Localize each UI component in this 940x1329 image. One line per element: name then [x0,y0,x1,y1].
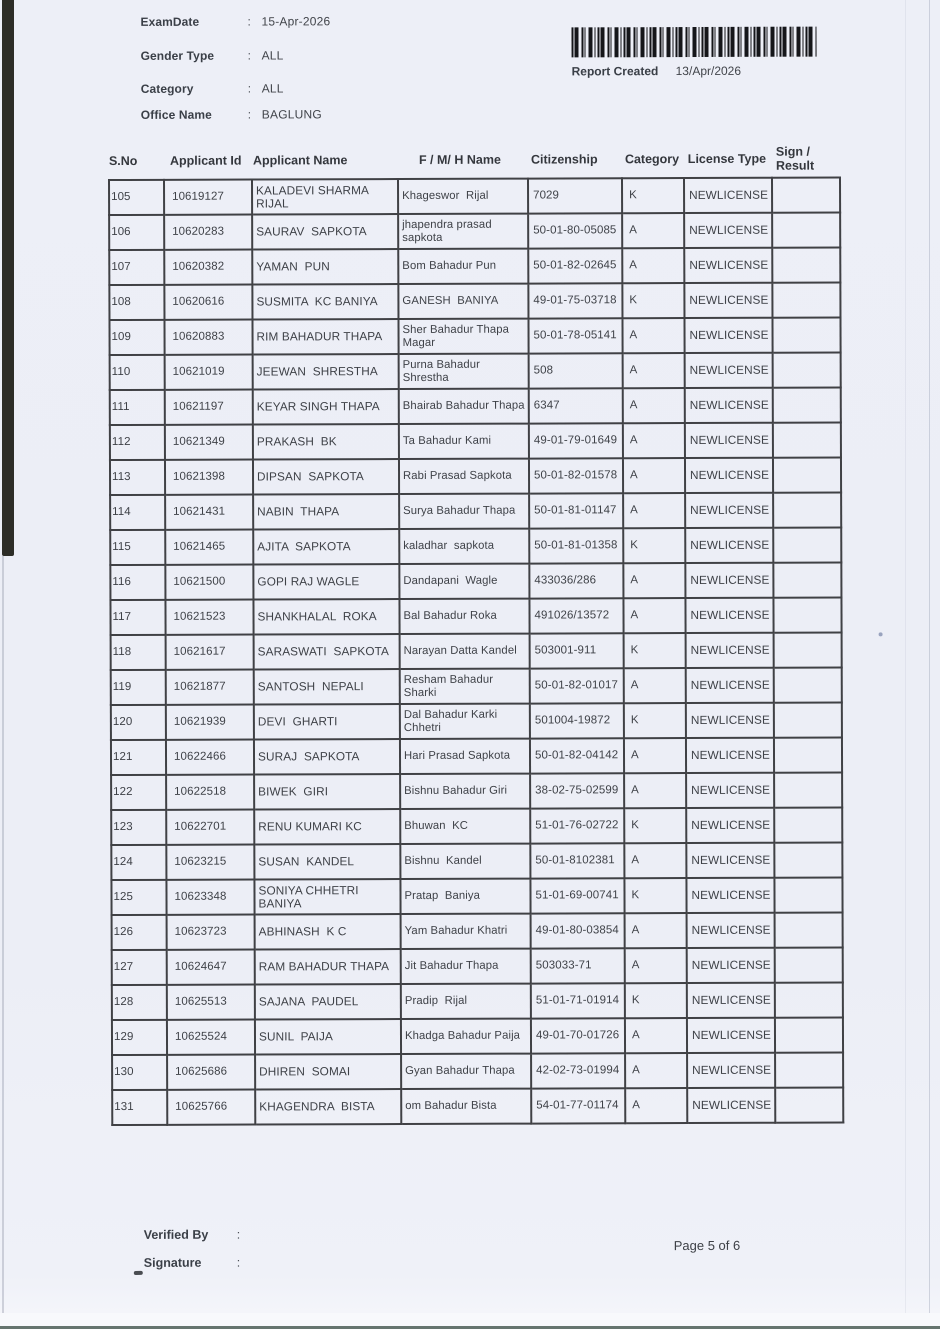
cell-license-type: NEWLICENSE [684,283,772,318]
applicants-table-body [109,177,843,1125]
meta-field-label: Category [140,81,194,96]
cell-applicant-name: SARASWATI SAPKOTA [254,634,400,670]
cell-applicant-name: AJITA SAPKOTA [253,529,399,565]
cell-fmh-name: Bishnu Kandel [400,844,530,879]
cell-sno: 119 [111,670,166,705]
meta-field-separator: : [247,81,252,96]
cell-category: K [624,703,686,738]
cell-applicant-id: 10620382 [164,250,252,285]
cell-sign-result [773,527,841,562]
cell-applicant-name: SUSMITA KC BANIYA [252,284,398,320]
cell-sno: 130 [112,1055,167,1090]
cell-applicant-name: YAMAN PUN [252,249,398,285]
scan-artifact-dot [879,632,883,636]
cell-license-type: NEWLICENSE [685,388,773,423]
cell-citizenship: 508 [529,353,623,388]
cell-category: A [624,738,686,773]
report-meta-fields [140,14,330,127]
scan-edge-right [929,0,930,1329]
column-header: S.No [108,153,138,169]
meta-field-value: BAGLUNG [261,107,322,122]
cell-category: A [625,948,687,983]
cell-sign-result [775,982,843,1017]
cell-license-type: NEWLICENSE [684,318,772,353]
cell-citizenship: 54-01-77-01174 [531,1088,625,1123]
table-row [111,772,842,810]
cell-fmh-name: jhapendra prasad sapkota [398,214,528,249]
cell-fmh-name: Gyan Bahadur Thapa [401,1054,531,1089]
cell-applicant-name: NABIN THAPA [253,494,399,530]
cell-sign-result [775,1017,843,1052]
meta-field-label: Gender Type [140,48,215,63]
cell-citizenship: 42-02-73-01994 [531,1053,625,1088]
table-row [112,1087,843,1125]
table-row [110,527,841,565]
cell-category: A [623,388,685,423]
meta-field-row [141,48,331,68]
meta-field-value: ALL [261,48,284,63]
cell-category: K [622,283,684,318]
table-row [109,177,840,215]
cell-fmh-name: Khadga Bahadur Paija [401,1019,531,1054]
cell-sno: 105 [109,180,164,215]
table-row [109,317,840,355]
cell-fmh-name: Narayan Datta Kandel [400,634,530,669]
cell-sno: 111 [110,390,165,425]
verified-by-label: Verified By [143,1227,209,1242]
cell-applicant-id: 10619127 [164,180,252,215]
cell-applicant-name: KHAGENDRA BISTA [255,1089,401,1125]
cell-applicant-id: 10621939 [166,705,254,740]
cell-sign-result [775,912,843,947]
cell-category: A [623,493,685,528]
cell-license-type: NEWLICENSE [685,598,773,633]
cell-applicant-name: SHANKHALAL ROKA [253,599,399,635]
table-row [111,737,842,775]
report-created-value: 13/Apr/2026 [675,63,742,79]
table-row [109,247,840,285]
cell-category: K [623,528,685,563]
cell-applicant-id: 10621398 [165,460,253,495]
cell-sign-result [774,807,842,842]
meta-field-row [140,14,330,34]
cell-license-type: NEWLICENSE [684,213,772,248]
cell-citizenship: 501004-19872 [530,703,624,738]
cell-applicant-name: KALADEVI SHARMA RIJAL [252,179,398,215]
cell-category: A [625,913,687,948]
cell-license-type: NEWLICENSE [686,808,774,843]
table-row [112,982,843,1020]
cell-license-type: NEWLICENSE [686,843,774,878]
cell-fmh-name: Bom Bahadur Pun [398,249,528,284]
cell-license-type: NEWLICENSE [685,353,773,388]
table-row [111,842,842,880]
meta-field-value: 15-Apr-2026 [261,14,331,29]
table-row [112,947,843,985]
cell-sign-result [774,737,842,772]
cell-fmh-name: Bhuwan KC [400,809,530,844]
cell-sno: 107 [109,250,164,285]
table-row [111,632,842,670]
scan-edge-left [2,0,14,556]
barcode-icon [571,27,816,58]
cell-fmh-name: Pradip Rijal [401,984,531,1019]
table-row [110,492,841,530]
meta-field-separator: : [247,107,252,122]
cell-applicant-id: 10621197 [165,390,253,425]
cell-license-type: NEWLICENSE [687,1053,775,1088]
cell-category: A [625,1088,687,1123]
cell-license-type: NEWLICENSE [685,458,773,493]
cell-applicant-id: 10620616 [164,285,252,320]
cell-sno: 127 [112,950,167,985]
cell-sno: 128 [112,985,167,1020]
cell-fmh-name: kaladhar sapkota [399,529,529,564]
cell-applicant-id: 10625524 [167,1020,255,1055]
signature-row [144,1256,241,1270]
cell-category: A [623,563,685,598]
table-row [109,212,840,250]
cell-fmh-name: Sher Bahadur Thapa Magar [398,319,528,354]
cell-category: K [624,878,686,913]
cell-category: K [624,633,686,668]
cell-applicant-name: DEVI GHARTI [254,704,400,740]
cell-sno: 113 [110,460,165,495]
table-row [112,1052,843,1090]
cell-license-type: NEWLICENSE [684,178,772,213]
cell-citizenship: 503033-71 [531,948,625,983]
cell-sno: 122 [111,775,166,810]
meta-field-value: ALL [261,81,284,96]
cell-citizenship: 50-01-78-05141 [528,318,622,353]
cell-applicant-name: SUNIL PAIJA [255,1019,401,1055]
cell-applicant-id: 10621500 [165,565,253,600]
meta-field-row [141,81,331,101]
table-row [111,667,842,705]
page-number: Page 5 of 6 [673,1237,741,1254]
cell-applicant-id: 10623215 [166,845,254,880]
table-row [111,807,842,845]
cell-sign-result [773,422,841,457]
cell-license-type: NEWLICENSE [685,423,773,458]
cell-citizenship: 50-01-81-01358 [529,528,623,563]
cell-category: K [625,983,687,1018]
cell-sign-result [773,387,841,422]
cell-citizenship: 49-01-75-03718 [528,283,622,318]
cell-fmh-name: Khageswor Rijal [398,179,528,214]
cell-category: A [623,353,685,388]
cell-applicant-name: KEYAR SINGH THAPA [253,389,399,425]
applicants-table [108,176,844,1126]
cell-sign-result [773,597,841,632]
cell-sign-result [775,1052,843,1087]
cell-applicant-name: PRAKASH BK [253,424,399,460]
cell-category: A [623,458,685,493]
cell-applicant-id: 10623723 [167,915,255,950]
cell-license-type: NEWLICENSE [686,633,774,668]
cell-citizenship: 51-01-71-01914 [531,983,625,1018]
column-header: Sign / Result [775,144,815,173]
cell-citizenship: 50-01-82-01017 [530,668,624,703]
cell-category: A [622,318,684,353]
cell-applicant-name: SURAJ SAPKOTA [254,739,400,775]
column-header: Applicant Id [169,153,242,168]
cell-sno: 110 [110,355,165,390]
cell-sno: 114 [110,495,165,530]
cell-applicant-id: 10622466 [166,740,254,775]
cell-citizenship: 51-01-76-02722 [530,808,624,843]
cell-sign-result [774,842,842,877]
cell-fmh-name: Pratap Baniya [400,879,530,914]
signature-label: Signature [143,1255,202,1270]
scan-paper-crease [905,0,906,1329]
table-row [110,562,841,600]
cell-fmh-name: Ta Bahadur Kami [399,424,529,459]
cell-sno: 109 [109,320,164,355]
column-header: License Type [687,151,767,167]
column-header: Citizenship [530,152,598,167]
cell-applicant-name: SUSAN KANDEL [254,844,400,880]
meta-field-label: ExamDate [140,14,200,29]
cell-sno: 116 [110,565,165,600]
cell-category: A [625,1053,687,1088]
cell-sno: 124 [111,845,166,880]
cell-fmh-name: Dal Bahadur Karki Chhetri [400,704,530,739]
cell-applicant-name: SAJANA PAUDEL [255,984,401,1020]
cell-sno: 120 [111,705,166,740]
cell-category: A [622,248,684,283]
signature-separator: : [236,1255,241,1270]
cell-sign-result [772,212,840,247]
column-header: F / M/ H Name [418,152,501,167]
cell-sign-result [775,947,843,982]
cell-category: A [624,773,686,808]
cell-applicant-name: DHIREN SOMAI [255,1054,401,1090]
meta-field-separator: : [247,48,251,63]
cell-license-type: NEWLICENSE [687,948,775,983]
cell-license-type: NEWLICENSE [687,1088,775,1123]
cell-fmh-name: Bhairab Bahadur Thapa [399,389,529,424]
cell-sign-result [773,492,841,527]
cell-applicant-id: 10623348 [166,880,254,915]
cell-applicant-id: 10625513 [167,985,255,1020]
cell-sign-result [774,667,842,702]
cell-license-type: NEWLICENSE [686,773,774,808]
cell-fmh-name: Bishnu Bahadur Giri [400,774,530,809]
cell-sign-result [773,457,841,492]
cell-sno: 125 [111,880,166,915]
cell-applicant-id: 10620883 [164,320,252,355]
cell-sno: 131 [112,1090,167,1125]
cell-fmh-name: Resham Bahadur Sharki [400,669,530,704]
report-created-label: Report Created [571,64,659,79]
cell-applicant-id: 10624647 [167,950,255,985]
table-row [110,387,841,425]
table-row [110,422,841,460]
cell-applicant-id: 10625686 [167,1055,255,1090]
cell-applicant-id: 10620283 [164,215,252,250]
cell-sign-result [772,282,840,317]
table-row [111,877,842,915]
scan-artifact-dash [134,1271,143,1275]
cell-sno: 117 [110,600,165,635]
cell-license-type: NEWLICENSE [685,563,773,598]
cell-sign-result [774,772,842,807]
meta-field-row [141,107,331,127]
cell-license-type: NEWLICENSE [685,493,773,528]
cell-sno: 123 [111,810,166,845]
verified-by-row [144,1228,241,1242]
cell-sign-result [773,352,841,387]
table-row [109,282,840,320]
cell-applicant-id: 10621523 [165,600,253,635]
cell-applicant-name: RENU KUMARI KC [254,809,400,845]
cell-sign-result [774,877,842,912]
cell-fmh-name: Purna Bahadur Shrestha [399,354,529,389]
cell-fmh-name: GANESH BANIYA [398,284,528,319]
cell-applicant-name: SANTOSH NEPALI [254,669,400,705]
cell-license-type: NEWLICENSE [687,913,775,948]
cell-sno: 126 [112,915,167,950]
cell-applicant-name: RAM BAHADUR THAPA [255,949,401,985]
cell-fmh-name: Hari Prasad Sapkota [400,739,530,774]
cell-citizenship: 49-01-80-03854 [531,913,625,948]
cell-sign-result [772,247,840,282]
cell-fmh-name: om Bahadur Bista [401,1089,531,1124]
meta-field-separator: : [247,14,251,29]
cell-sno: 118 [111,635,166,670]
cell-sno: 115 [110,530,165,565]
meta-field-label: Office Name [140,107,212,122]
scan-edge-left-thin [2,556,4,1329]
cell-applicant-name: ABHINASH K C [255,914,401,950]
cell-citizenship: 7029 [528,178,622,213]
cell-citizenship: 51-01-69-00741 [530,878,624,913]
table-row [111,702,842,740]
cell-fmh-name: Jit Bahadur Thapa [401,949,531,984]
cell-category: A [622,213,684,248]
cell-sign-result [773,562,841,597]
cell-applicant-id: 10621617 [166,635,254,670]
cell-license-type: NEWLICENSE [684,248,772,283]
cell-applicant-id: 10621431 [165,495,253,530]
cell-applicant-id: 10621019 [165,355,253,390]
verified-by-separator: : [236,1227,241,1242]
cell-license-type: NEWLICENSE [687,1018,775,1053]
cell-citizenship: 6347 [529,388,623,423]
cell-sno: 108 [109,285,164,320]
cell-category: A [623,423,685,458]
column-header: Applicant Name [252,153,348,168]
cell-category: K [622,178,684,213]
cell-citizenship: 49-01-79-01649 [529,423,623,458]
table-row [110,597,841,635]
cell-fmh-name: Surya Bahadur Thapa [399,494,529,529]
cell-category: A [624,668,686,703]
cell-citizenship: 433036/286 [529,563,623,598]
cell-citizenship: 503001-911 [530,633,624,668]
table-header-row [108,140,841,179]
cell-sno: 112 [110,425,165,460]
cell-sign-result [772,177,840,212]
cell-fmh-name: Bal Bahadur Roka [399,599,529,634]
cell-citizenship: 50-01-82-04142 [530,738,624,773]
cell-applicant-name: SAURAV SAPKOTA [252,214,398,250]
cell-sign-result [772,317,840,352]
cell-sign-result [775,1087,843,1122]
cell-applicant-id: 10621349 [165,425,253,460]
cell-citizenship: 50-01-81-01147 [529,493,623,528]
cell-fmh-name: Dandapani Wagle [399,564,529,599]
cell-citizenship: 491026/13572 [529,598,623,633]
cell-category: A [624,843,686,878]
cell-sno: 121 [111,740,166,775]
cell-applicant-id: 10622701 [166,810,254,845]
cell-applicant-id: 10625766 [167,1090,255,1125]
cell-license-type: NEWLICENSE [686,703,774,738]
cell-license-type: NEWLICENSE [686,738,774,773]
scan-edge-bottom-light [0,1313,940,1326]
cell-applicant-id: 10622518 [166,775,254,810]
cell-citizenship: 38-02-75-02599 [530,773,624,808]
cell-license-type: NEWLICENSE [686,668,774,703]
applicants-table-area [108,140,844,1126]
cell-applicant-id: 10621465 [165,530,253,565]
cell-citizenship: 49-01-70-01726 [531,1018,625,1053]
cell-sign-result [774,702,842,737]
cell-sno: 106 [109,215,164,250]
cell-sign-result [774,632,842,667]
cell-sno: 129 [112,1020,167,1055]
cell-category: A [625,1018,687,1053]
cell-license-type: NEWLICENSE [686,878,774,913]
cell-applicant-name: RIM BAHADUR THAPA [252,319,398,355]
cell-license-type: NEWLICENSE [687,983,775,1018]
cell-applicant-name: BIWEK GIRI [254,774,400,810]
cell-applicant-name: DIPSAN SAPKOTA [253,459,399,495]
table-row [112,912,843,950]
cell-fmh-name: Rabi Prasad Sapkota [399,459,529,494]
column-header: Category [624,152,680,167]
cell-citizenship: 50-01-80-05085 [528,213,622,248]
cell-applicant-name: SONIYA CHHETRI BANIYA [254,879,400,915]
table-row [110,457,841,495]
cell-citizenship: 50-01-8102381 [530,843,624,878]
cell-category: A [623,598,685,633]
cell-applicant-id: 10621877 [166,670,254,705]
cell-category: K [624,808,686,843]
cell-citizenship: 50-01-82-02645 [528,248,622,283]
report-created-row [572,64,741,79]
cell-license-type: NEWLICENSE [685,528,773,563]
cell-citizenship: 50-01-82-01578 [529,458,623,493]
table-row [110,352,841,390]
table-row [112,1017,843,1055]
cell-fmh-name: Yam Bahadur Khatri [401,914,531,949]
cell-applicant-name: GOPI RAJ WAGLE [253,564,399,600]
cell-applicant-name: JEEWAN SHRESTHA [253,354,399,390]
